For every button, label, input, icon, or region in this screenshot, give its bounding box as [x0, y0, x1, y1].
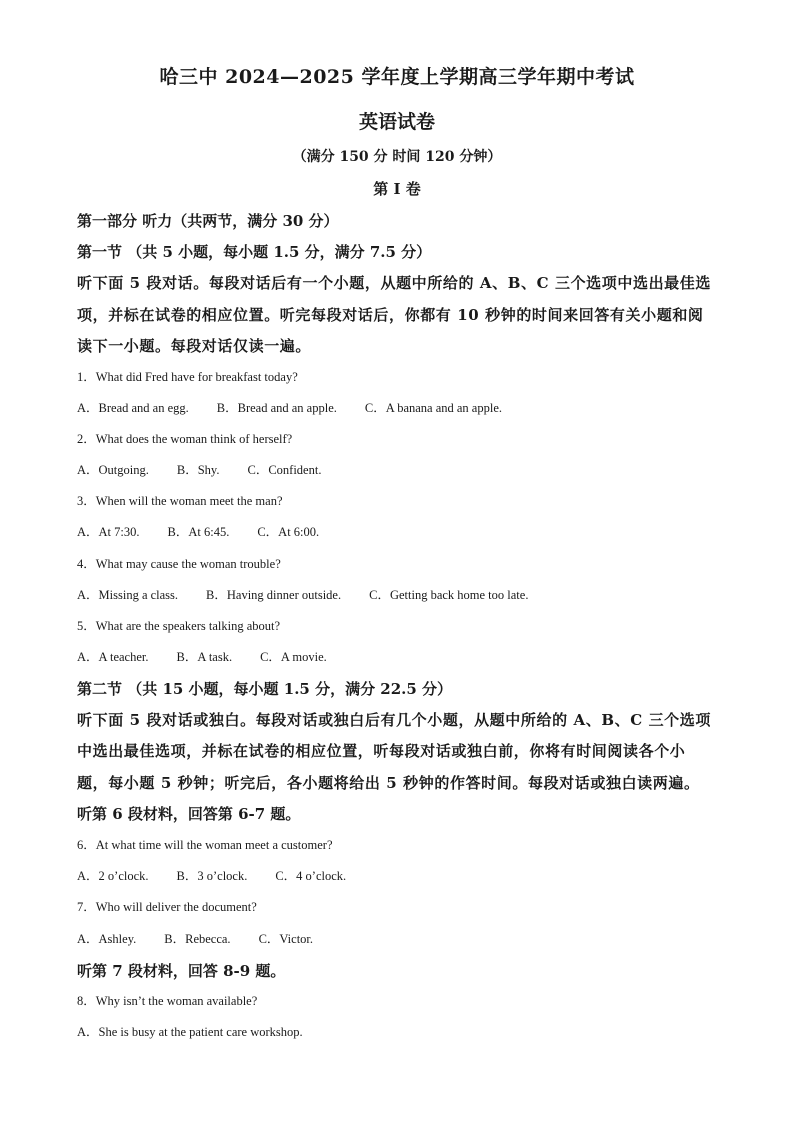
option-b: B．Having dinner outside.	[206, 588, 342, 602]
question-options	[77, 522, 727, 540]
question-stem: 5．What are the speakers talking about?	[77, 619, 281, 633]
option-b: B．At 6:45.	[167, 525, 230, 539]
option-a: A．A teacher.	[77, 650, 149, 664]
option-c: C．Confident.	[247, 463, 322, 477]
option-b: B．Rebecca.	[164, 932, 231, 946]
question-options	[77, 1022, 727, 1040]
question-stem: 6．At what time will the woman meet a customer?	[77, 838, 333, 852]
question-options	[77, 398, 727, 416]
section1-instruction-line: 项，并标在试卷的相应位置。听完每段对话后，你都有 10 秒钟的时间来回答有关小题和阅	[77, 306, 704, 324]
section1-instruction-line: 读下一小题。每段对话仅读一遍。	[77, 337, 312, 355]
exam-info: （满分 150 分 时间 120 分钟）	[292, 149, 502, 165]
option-c: C．4 o’clock.	[275, 869, 347, 883]
question-stem: 4．What may cause the woman trouble?	[77, 557, 281, 571]
question-stem: 1．What did Fred have for breakfast today?	[77, 370, 298, 384]
question-stem: 8．Why isn’t the woman available?	[77, 994, 258, 1008]
question-options	[77, 585, 727, 603]
option-a: A．Missing a class.	[77, 588, 179, 602]
option-a: A．Bread and an egg.	[77, 401, 189, 415]
exam-title: 哈三中 2024—2025 学年度上学期高三学年期中考试	[159, 66, 635, 88]
group-label: 听第 7 段材料，回答 8-9 题。	[77, 962, 286, 980]
option-a: A．Outgoing.	[77, 463, 149, 477]
option-c: C．Getting back home too late.	[369, 588, 529, 602]
group-label: 听第 6 段材料，回答第 6-7 题。	[77, 805, 301, 823]
question-options	[77, 647, 727, 665]
option-c: C．A banana and an apple.	[364, 401, 503, 415]
question-options	[77, 460, 727, 478]
subject-title: 英语试卷	[358, 111, 435, 133]
option-b: B．Bread and an apple.	[216, 401, 337, 415]
volume-label: 第 I 卷	[373, 180, 421, 198]
option-c: C．A movie.	[260, 650, 327, 664]
question-options	[77, 866, 727, 884]
question-options	[77, 929, 727, 947]
option-c: C．Victor.	[258, 932, 314, 946]
section2-heading: 第二节 （共 15 小题，每小题 1.5 分，满分 22.5 分）	[77, 680, 453, 698]
section1-instruction-line: 听下面 5 段对话。每段对话后有一个小题，从题中所给的 A、B、C 三个选项中选出最佳选	[77, 274, 711, 292]
option-a: A．Ashley.	[77, 932, 137, 946]
question-stem: 3．When will the woman meet the man?	[77, 494, 283, 508]
section2-instruction-line: 听下面 5 段对话或独白。每段对话或独白后有几个小题，从题中所给的 A、B、C 三个选项	[77, 711, 711, 729]
option-b: B．A task.	[176, 650, 233, 664]
section2-instruction-line: 中选出最佳选项，并标在试卷的相应位置，听每段对话或独白前，你将有时间阅读各个小	[77, 742, 686, 760]
part1-heading: 第一部分 听力（共两节，满分 30 分）	[77, 212, 339, 230]
option-a: A．At 7:30.	[77, 525, 140, 539]
option-a: A．She is busy at the patient care workshop.	[77, 1025, 303, 1039]
option-c: C．At 6:00.	[257, 525, 320, 539]
option-b: B．3 o’clock.	[176, 869, 248, 883]
question-stem: 7．Who will deliver the document?	[77, 900, 257, 914]
section2-instruction-line: 题，每小题 5 秒钟；听完后，各小题将给出 5 秒钟的作答时间。每段对话或独白读两遍。	[77, 774, 700, 792]
section1-heading: 第一节 （共 5 小题，每小题 1.5 分，满分 7.5 分）	[77, 243, 432, 261]
question-stem: 2．What does the woman think of herself?	[77, 432, 293, 446]
option-b: B．Shy.	[176, 463, 220, 477]
option-a: A．2 o’clock.	[77, 869, 149, 883]
